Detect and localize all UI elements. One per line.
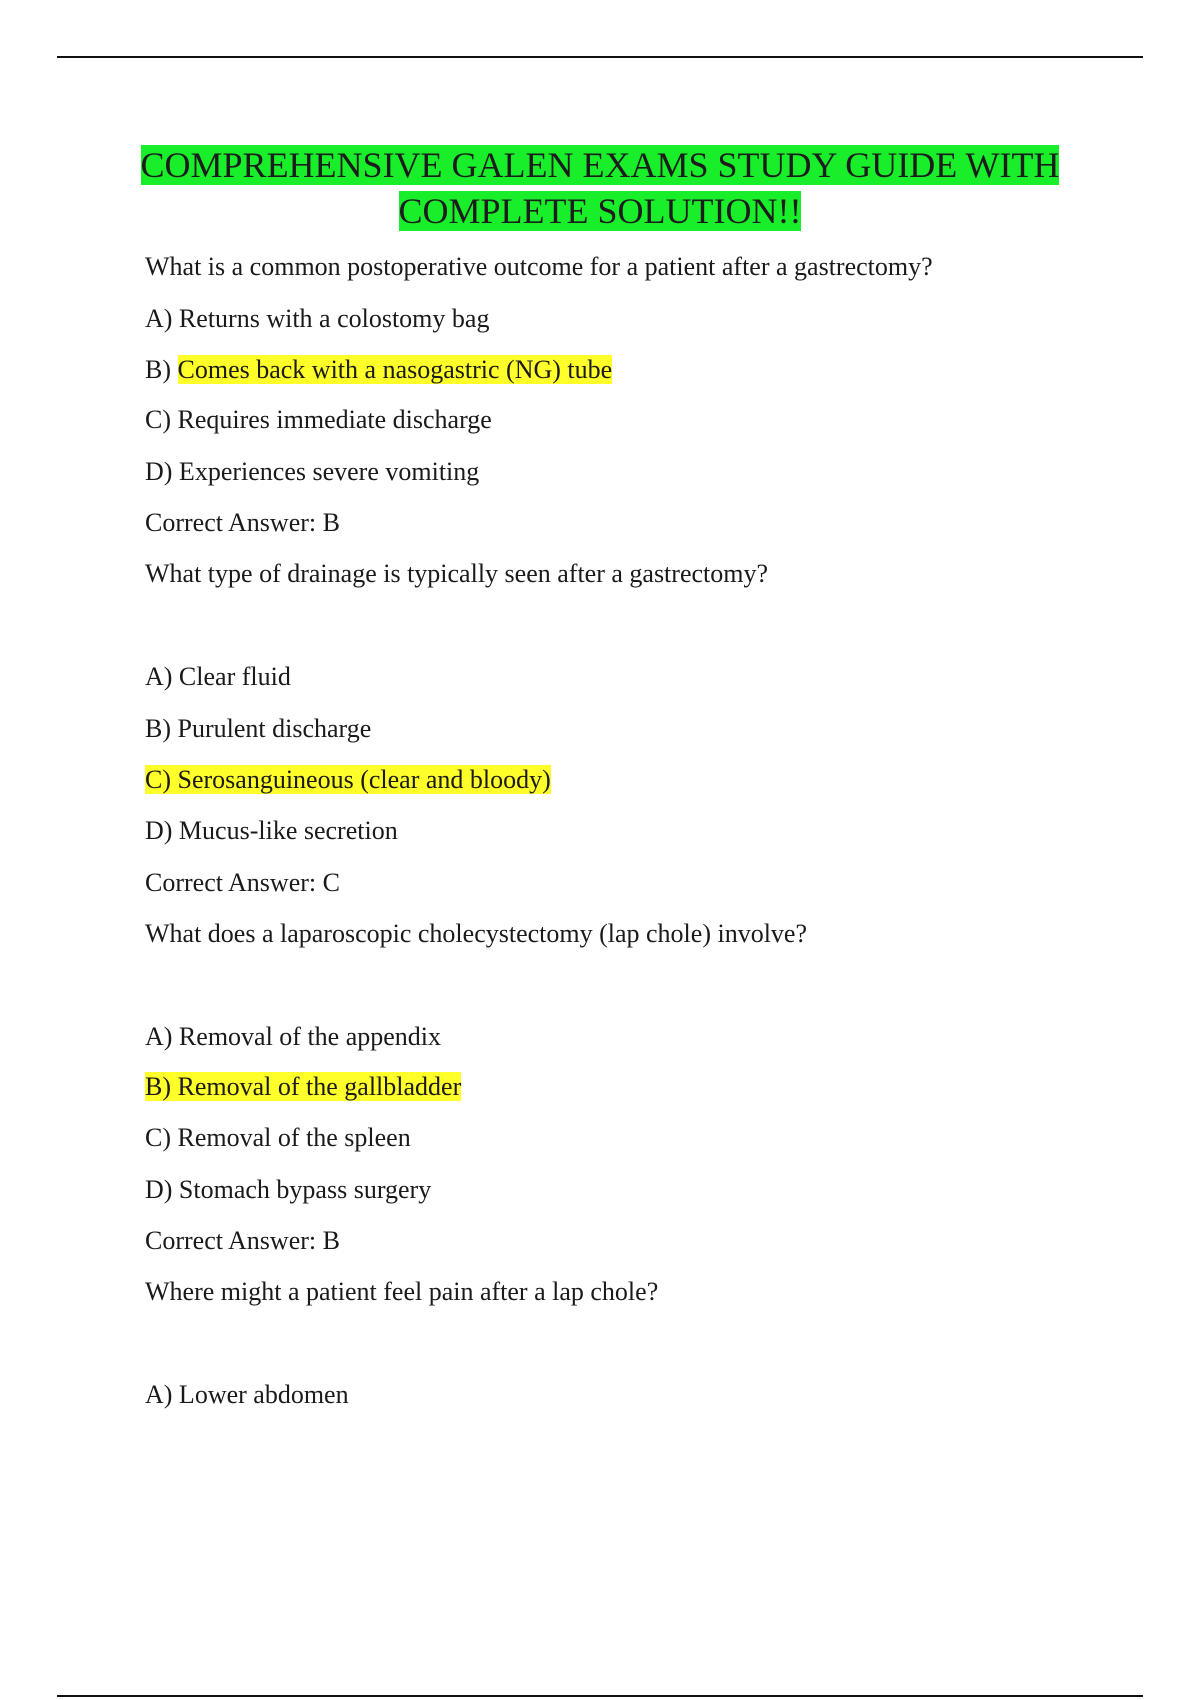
question-1-option-a: A) Returns with a colostomy bag xyxy=(145,304,490,333)
question-3-correct-answer: Correct Answer: B xyxy=(145,1226,340,1255)
question-1-option-d: D) Experiences severe vomiting xyxy=(145,457,480,486)
question-3-option-a: A) Removal of the appendix xyxy=(145,1022,442,1051)
question-2-correct-answer: Correct Answer: C xyxy=(145,868,340,897)
question-1-correct-answer: Correct Answer: B xyxy=(145,508,340,537)
question-4-text: Where might a patient feel pain after a lap chole? xyxy=(145,1277,659,1306)
question-2-option-a: A) Clear fluid xyxy=(145,662,291,691)
question-3-text: What does a laparoscopic cholecystectomy (lap chole) involve? xyxy=(145,919,808,948)
top-divider xyxy=(57,56,1143,58)
question-1-option-b xyxy=(145,354,612,386)
highlighted-answer: C) Serosanguineous (clear and bloody) xyxy=(145,765,551,794)
bottom-divider xyxy=(57,1695,1143,1697)
highlighted-answer: Comes back with a nasogastric (NG) tube xyxy=(177,355,613,384)
question-3-option-c: C) Removal of the spleen xyxy=(145,1123,411,1152)
question-3-option-d: D) Stomach bypass surgery xyxy=(145,1175,432,1204)
question-1-option-c: C) Requires immediate discharge xyxy=(145,405,492,434)
question-3-option-b xyxy=(145,1071,461,1103)
title-line-2: COMPLETE SOLUTION!! xyxy=(398,191,802,231)
question-2-option-c xyxy=(145,764,551,796)
title-line-1: COMPREHENSIVE GALEN EXAMS STUDY GUIDE WITH xyxy=(140,145,1060,185)
option-b-prefix: B) xyxy=(145,355,178,384)
document-title xyxy=(100,142,1100,234)
question-2-text: What type of drainage is typically seen after a gastrectomy? xyxy=(145,559,769,588)
question-2-option-b: B) Purulent discharge xyxy=(145,714,372,743)
question-4-option-a: A) Lower abdomen xyxy=(145,1380,349,1409)
highlighted-answer: B) Removal of the gallbladder xyxy=(145,1072,462,1101)
question-1-text: What is a common postoperative outcome for a patient after a gastrectomy? xyxy=(145,252,933,281)
question-2-option-d: D) Mucus-like secretion xyxy=(145,816,398,845)
